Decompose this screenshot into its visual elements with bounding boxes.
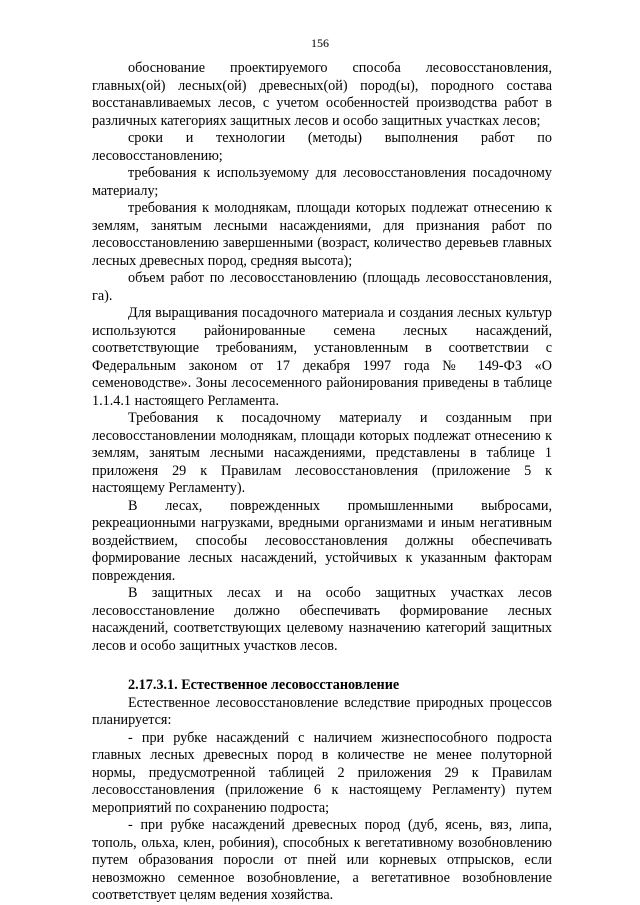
- page-number: 156: [311, 36, 329, 50]
- section-heading: 2.17.3.1. Естественное лесовосстановление: [128, 677, 400, 693]
- paragraph: требования к используемому для лесовосстановления посадочному материалу;: [92, 165, 552, 199]
- paragraph: - при рубке насаждений с наличием жизнеспособного подроста главных лесных древесных пород в количестве не менее полуторной нормы, предусмотренной таблицей 2 приложения 29 к Правилам лесовосстановления (приложение 6 к настоящему Регламенту) путем мероприятий по сохранению подроста;: [92, 729, 552, 816]
- paragraph: объем работ по лесовосстановлению (площадь лесовосстановления, га).: [92, 270, 552, 304]
- paragraph: В лесах, поврежденных промышленными выбросами, рекреационными нагрузками, вредными организмами и иным негативным воздействием, способы лесовосстановления должны обеспечивать формирование лесных насаждений, устойчивых к указанным факторам повреждения.: [92, 497, 552, 584]
- paragraph: - при рубке насаждений древесных пород (дуб, ясень, вяз, липа, тополь, ольха, клен, робиния), способных к вегетативному возобновлению путем образования поросли от пней или корневых отпрысков, если невозможно семенное возобновление, а вегетативное возобновление соответствует целям ведения хозяйства.: [92, 817, 552, 903]
- paragraph: требования к молоднякам, площади которых подлежат отнесению к землям, занятым лесными насаждениями, для признания работ по лесовосстановлению завершенными (возраст, количество деревьев главных лесных древесных пород, средняя высота);: [92, 200, 552, 269]
- document-body: [92, 60, 552, 905]
- paragraph: В защитных лесах и на особо защитных участках лесов лесовосстановление должно обеспечивать формирование лесных насаждений, соответствующих целевому назначению категорий защитных лесов и особо защитных участков лесов.: [92, 585, 552, 654]
- paragraph: сроки и технологии (методы) выполнения работ по лесовосстановлению;: [92, 130, 552, 164]
- paragraph: Естественное лесовосстановление вследствие природных процессов планируется:: [92, 694, 552, 728]
- paragraph: обоснование проектируемого способа лесовосстановления, главных(ой) лесных(ой) древесных(ой) пород(ы), породного состава восстанавливаемых лесов, с учетом особенностей производства работ в различных категориях защитных лесов и особо защитных участках лесов;: [92, 60, 552, 129]
- paragraph: Требования к посадочному материалу и созданным при лесовосстановлении молоднякам, площади которых подлежат отнесению к землям, занятым лесными насаждениями, представлены в таблице 1 приложеня 29 к Правилам лесовосстановления (приложение 5 к настоящему Регламенту).: [92, 410, 552, 496]
- paragraph: Для выращивания посадочного материала и создания лесных культур используются районированные семена лесных насаждений, соответствующие требованиям, установленным в соответствии с Федеральным законом от 17 декабря 1997 года № 149-ФЗ «О семеноводстве». Зоны лесосеменного районирования приведены в таблице 1.1.4.1 настоящего Регламента.: [92, 305, 552, 409]
